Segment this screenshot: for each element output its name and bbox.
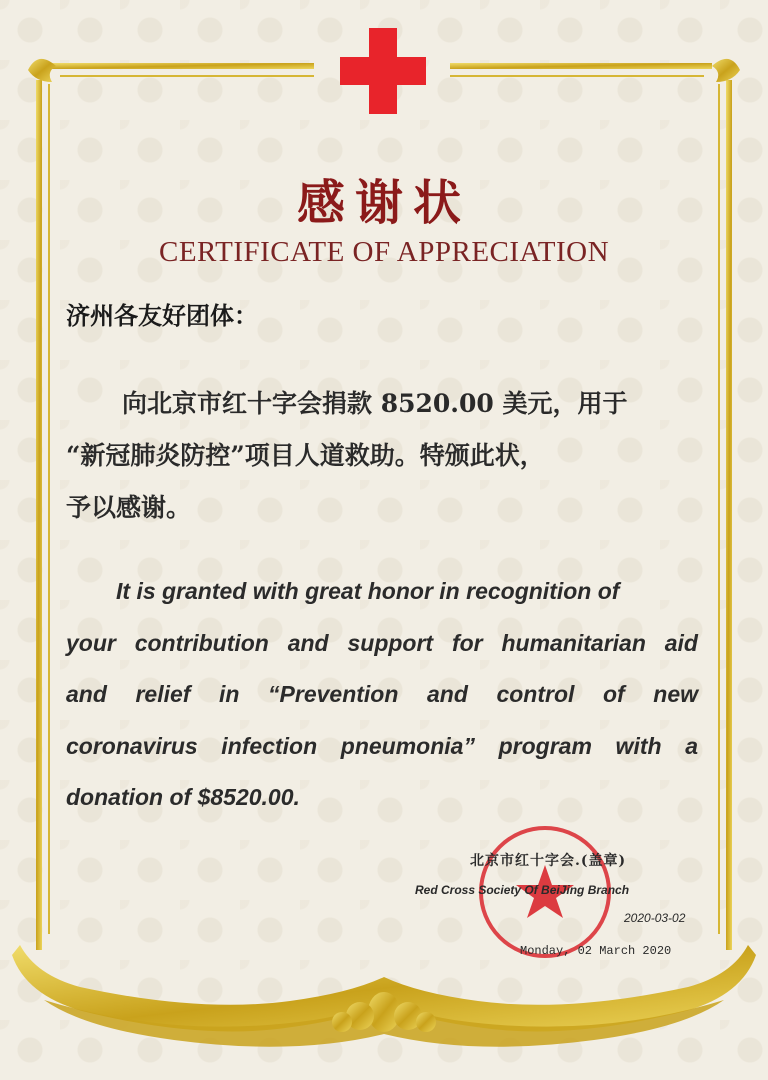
title-chinese: 感谢状 (296, 175, 471, 231)
body-english-line: coronavirus infection pneumonia” program with a (66, 732, 698, 759)
body-chinese (66, 378, 706, 534)
signature-english: Red Cross Society Of BeiJing Branch (415, 883, 630, 897)
body-english-line: It is granted with great honor in recognition of (116, 578, 620, 604)
body-english-line: donation of $8520.00. (66, 784, 300, 810)
signature-date-text: Monday, 02 March 2020 (520, 944, 672, 958)
body-chinese-line: 予以感谢。 (66, 493, 192, 522)
addressee: 济州各友好团体： (66, 302, 258, 330)
signature-chinese: 北京市红十字会.(盖章) (470, 853, 627, 869)
signature-date: 2020-03-02 (624, 911, 686, 925)
body-chinese-line: 向北京市红十字会捐款 8520.00 美元，用于 (122, 389, 628, 418)
body-english-line: your contribution and support for humanitarian aid (66, 629, 698, 656)
title-english: CERTIFICATE OF APPRECIATION (158, 236, 610, 268)
body-chinese-line: “新冠肺炎防控”项目人道救助。特颁此状， (66, 441, 545, 470)
red-cross-icon (340, 28, 426, 114)
body-english (66, 566, 698, 824)
body-english-line: and relief in “Prevention and control of new (66, 681, 698, 707)
